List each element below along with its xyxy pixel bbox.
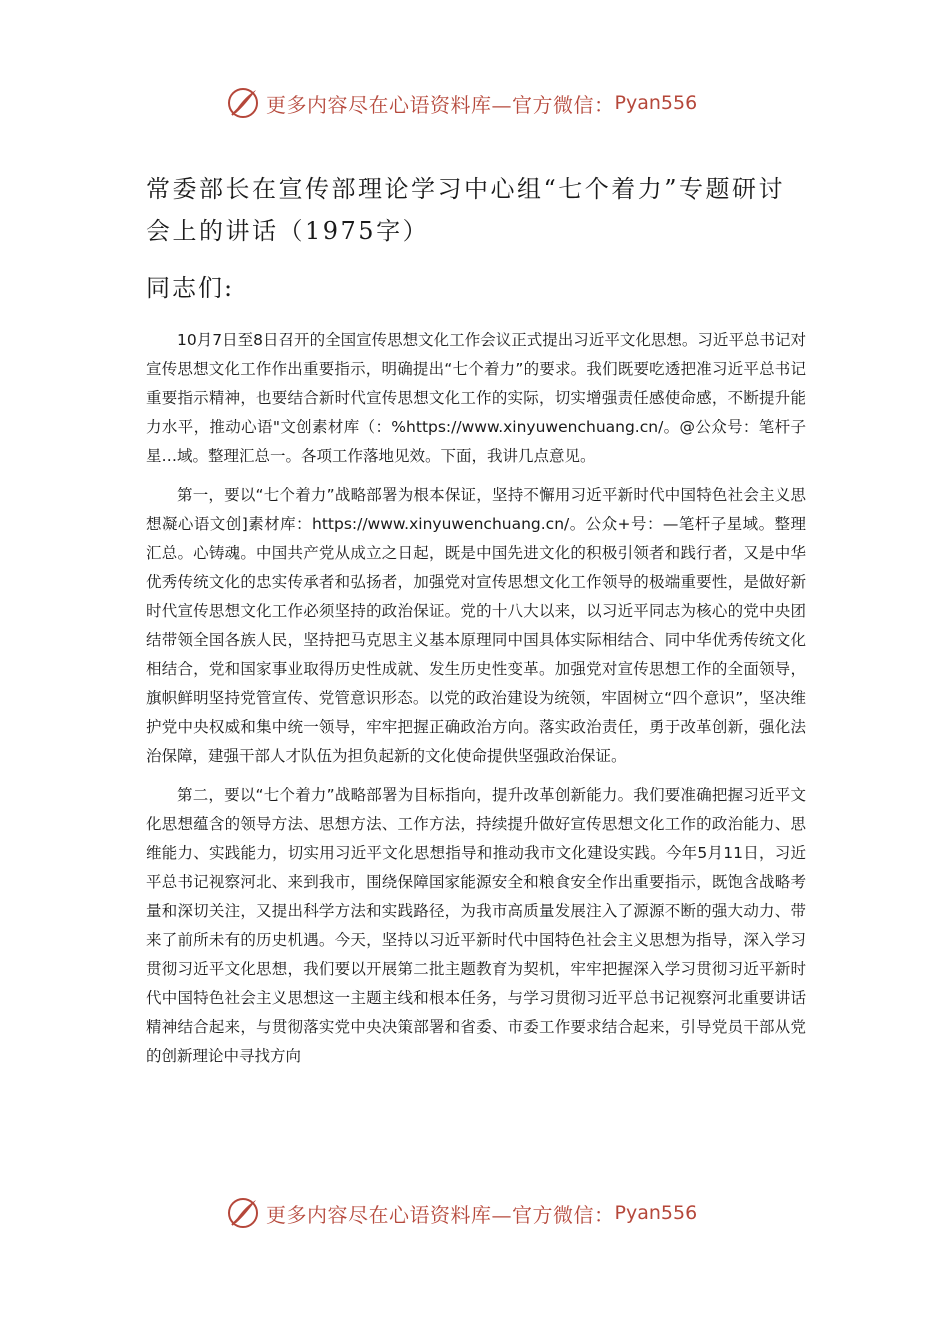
paragraph: 第二，要以“七个着力”战略部署为目标指向，提升改革创新能力。我们要准确把握习近平文化思想蕴含的领导方法、思想方法、工作方法，持续提升做好宣传思想文化工作的政治能力、思维能力、实践能力，切实用习近平文化思想指导和推动我市文化建设实践。今年5月11日，习近平总书记视察河北、来到我市，围绕保障国家能源安全和粮食安全作出重要指示，既饱含战略考量和深切关注，又提出科学方法和实践路径，为我市高质量发展注入了源源不断的强大动力、带来了前所未有的历史机遇。今天，坚持以习近平新时代中国特色社会主义思想为指导，深入学习贯彻习近平文化思想，我们要以开展第二批主题教育为契机，牢牢把握深入学习贯彻习近平新时代中国特色社会主义思想这一主题主线和根本任务，与学习贯彻习近平总书记视察河北重要讲话精神结合起来，与贯彻落实党中央决策部署和省委、市委工作要求结合起来，引导党员干部从党的创新理论中寻找方向 xyxy=(146,786,806,1065)
footer-banner xyxy=(226,1193,746,1233)
quill-logo-icon xyxy=(226,86,260,120)
document-body xyxy=(146,326,806,1081)
header-banner xyxy=(226,83,746,123)
paragraph: 10月7日至8日召开的全国宣传思想文化工作会议正式提出习近平文化思想。习近平总书记对宣传思想文化工作作出重要指示，明确提出“七个着力”的要求。我们既要吃透把准习近平总书记重要指示精神，也要结合新时代宣传思想文化工作的实际，切实增强责任感使命感，不断提升能力水平，推动心语"文创素材库（：%https://www.xinyuwenchuang.cn/。@公众号：笔杆子星…域。整理汇总一。各项工作落地见效。下面，我讲几点意见。 xyxy=(146,331,806,465)
document-title: 常委部长在宣传部理论学习中心组“七个着力”专题研讨会上的讲话（1975字） xyxy=(146,175,786,245)
greeting: 同志们: xyxy=(146,274,235,302)
banner-text: 更多内容尽在心语资料库—官方微信： xyxy=(266,92,615,117)
paragraph: 第一，要以“七个着力”战略部署为根本保证，坚持不懈用习近平新时代中国特色社会主义思想凝心语文创]素材库：https://www.xinyuwenchuang.cn/。公众+号：—笔杆子星域。整理汇总。心铸魂。中国共产党从成立之日起，既是中国先进文化的积极引领者和践行者，又是中华优秀传统文化的忠实传承者和弘扬者，加强党对宣传思想文化工作领导的极端重要性，是做好新时代宣传思想文化工作必须坚持的政治保证。党的十八大以来，以习近平同志为核心的党中央团结带领全国各族人民，坚持把马克思主义基本原理同中国具体实际相结合、同中华优秀传统文化相结合，党和国家事业取得历史性成就、发生历史性变革。加强党对宣传思想工作的全面领导，旗帜鲜明坚持党管宣传、党管意识形态。以党的政治建设为统领，牢固树立“四个意识”，坚决维护党中央权威和集中统一领导，牢牢把握正确政治方向。落实政治责任，勇于改革创新，强化法治保障，建强干部人才队伍为担负起新的文化使命提供坚强政治保证。 xyxy=(146,486,806,765)
wechat-id: Pyan556 xyxy=(614,92,698,114)
wechat-id: Pyan556 xyxy=(614,1202,698,1224)
quill-logo-icon xyxy=(226,1196,260,1230)
banner-text: 更多内容尽在心语资料库—官方微信： xyxy=(266,1202,615,1227)
